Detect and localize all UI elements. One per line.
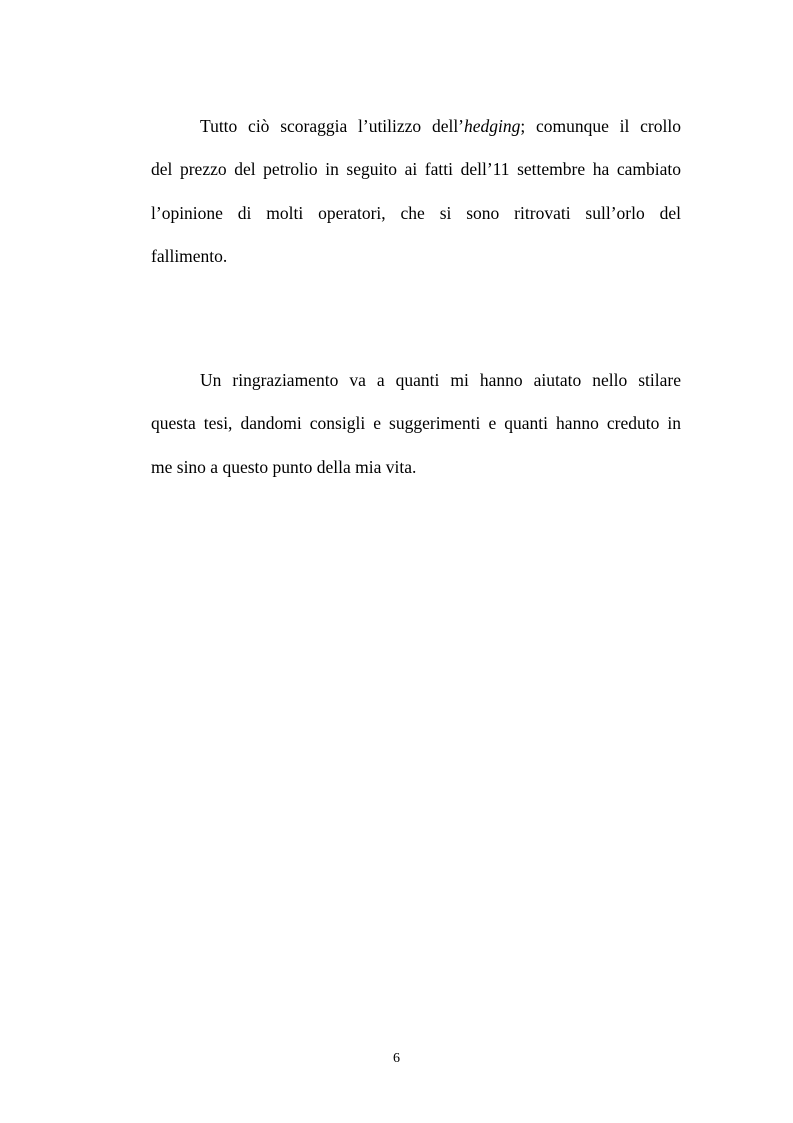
text-run: Tutto ciò scoraggia l’utilizzo dell’ bbox=[200, 116, 465, 136]
paragraph-line bbox=[151, 105, 681, 148]
paragraph-line: fallimento. bbox=[151, 245, 228, 266]
paragraph-line: del prezzo del petrolio in seguito ai fatti dell’11 settembre ha cambiato bbox=[151, 159, 681, 180]
paragraph-line: questa tesi, dandomi consigli e suggerimenti e quanti hanno creduto in bbox=[151, 413, 681, 434]
paragraph-hedging bbox=[151, 105, 681, 278]
paragraph-line: Un ringraziamento va a quanti mi hanno aiutato nello stilare bbox=[200, 370, 681, 390]
paragraph-line: l’opinione di molti operatori, che si sono ritrovati sull’orlo del bbox=[151, 202, 681, 223]
paragraph-line: me sino a questo punto della mia vita. bbox=[151, 456, 417, 477]
page-number: 6 bbox=[393, 1051, 400, 1066]
italic-term: hedging bbox=[464, 116, 521, 136]
paragraph-acknowledgement bbox=[151, 359, 681, 489]
text-run: ; comunque il crollo bbox=[520, 116, 681, 136]
